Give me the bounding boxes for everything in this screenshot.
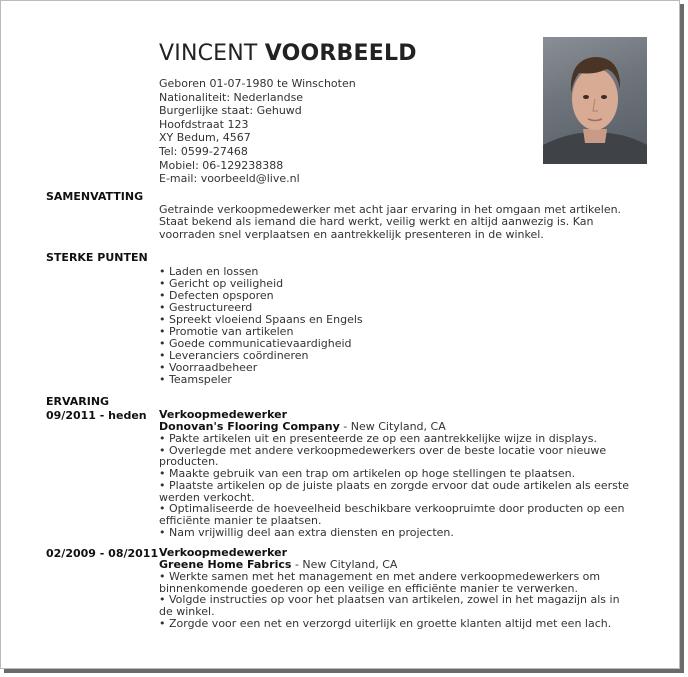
job-2-company: Greene Home Fabrics (159, 558, 292, 571)
job-2-dates: 02/2009 - 08/2011 (46, 547, 159, 560)
list-item: • Optimaliseerde de hoeveelheid beschikbare verkoopruimte door producten op een efficiënte manier te plaatsen. (159, 502, 625, 527)
job-1 (159, 409, 629, 538)
job-2-duties (159, 571, 629, 630)
job-1-location: - New Cityland, CA (339, 420, 446, 433)
contact-phone: Tel: 0599-27468 (159, 144, 248, 158)
contact-mobile: Mobiel: 06-129238388 (159, 158, 284, 172)
job-1-role: Verkoopmedewerker (159, 408, 288, 421)
last-name: VOORBEELD (264, 41, 417, 66)
job-1-dates: 09/2011 - heden (46, 409, 147, 422)
job-2-location: - New Cityland, CA (291, 558, 398, 571)
first-name: VINCENT (159, 41, 258, 66)
list-item: • Pakte artikelen uit en presenteerde ze op een aantrekkelijke wijze in displays. (159, 432, 598, 445)
job-1-company: Donovan's Flooring Company (159, 420, 340, 433)
list-item: • Maakte gebruik van een trap om artikelen op hoge stellingen te plaatsen. (159, 467, 576, 481)
experience-heading: ERVARING (46, 395, 110, 408)
list-item: • Promotie van artikelen (159, 326, 629, 338)
summary-text: Getrainde verkoopmedewerker met acht jaar ervaring in het omgaan met artikelen. Staat bekend als iemand die hard werkt, veilig werkt en altijd aanwezig is. Kan voorraden snel verplaatsen en aantrekkelijk presenteren in de winkel. (159, 203, 622, 241)
contact-street: Hoofdstraat 123 (159, 117, 249, 131)
strengths-heading: STERKE PUNTEN (46, 251, 148, 264)
contact-info (159, 77, 356, 186)
list-item: • Plaatste artikelen op de juiste plaats en zorgde ervoor dat oude artikelen als eerste werden verkocht. (159, 478, 629, 504)
contact-birth: Geboren 01-07-1980 te Winschoten (159, 77, 356, 90)
list-item: • Defecten opsporen (159, 290, 629, 302)
list-item: • Goede communicatievaardigheid (159, 338, 629, 350)
list-item: • Teamspeler (159, 374, 629, 386)
strengths-list (159, 266, 629, 386)
list-item: • Laden en lossen (159, 266, 629, 278)
contact-nationality: Nationaliteit: Nederlandse (159, 90, 304, 104)
list-item: • Spreekt vloeiend Spaans en Engels (159, 314, 629, 326)
contact-city: XY Bedum, 4567 (159, 131, 251, 145)
job-2-role: Verkoopmedewerker (159, 546, 288, 559)
list-item: • Gestructureerd (159, 302, 629, 314)
summary-heading: SAMENVATTING (46, 190, 144, 203)
contact-email: E-mail: voorbeeld@live.nl (159, 172, 300, 186)
list-item: • Volgde instructies op voor het plaatsen van artikelen, zowel in het magazijn als in de winkel. (159, 593, 620, 619)
profile-photo (543, 37, 647, 164)
contact-marital-status: Burgerlijke staat: Gehuwd (159, 104, 302, 118)
job-2 (159, 547, 629, 630)
list-item: • Werkte samen met het management en met andere verkoopmedewerkers om binnenkomende goederen op een veilige en efficiënte manier te verwerken. (159, 570, 601, 595)
candidate-name (159, 41, 417, 66)
list-item: • Nam vrijwillig deel aan extra diensten en projecten. (159, 525, 454, 539)
list-item: • Zorgde voor een net en verzorgd uiterlijk en groette klanten altijd met een lach. (159, 616, 612, 630)
list-item: • Voorraadbeheer (159, 362, 629, 374)
list-item: • Gericht op veiligheid (159, 278, 629, 290)
list-item: • Overlegde met andere verkoopmedewerkers over de beste locatie voor nieuwe producten. (159, 443, 607, 469)
list-item: • Leveranciers coördineren (159, 350, 629, 362)
job-1-duties (159, 433, 629, 538)
